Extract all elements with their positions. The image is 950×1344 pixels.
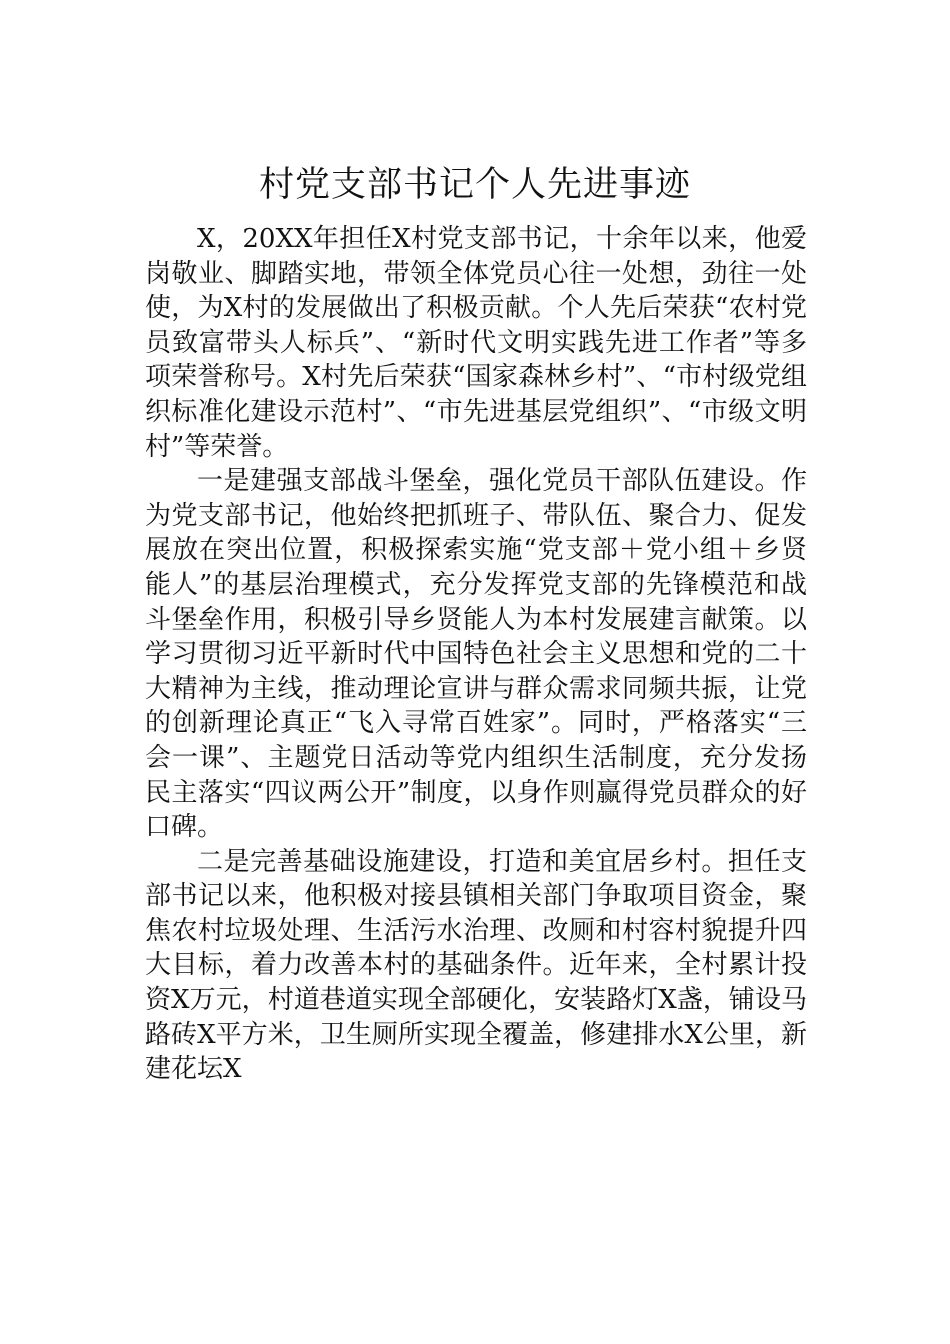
paragraph-infrastructure: 二是完善基础设施建设，打造和美宜居乡村。担任支部书记以来，他积极对接县镇相关部门争取项目资金，聚焦农村垃圾处理、生活污水治理、改厕和村容村貌提升四大目标，着力改善本村的基础条件。近年来，全村累计投资X万元，村道巷道实现全部硬化，安装路灯X盏，铺设马路砖X平方米，卫生厕所实现全覆盖，修建排水X公里，新建花坛X [145,846,807,1085]
document-body [145,222,807,1087]
paragraph-party-building: 一是建强支部战斗堡垒，强化党员干部队伍建设。作为党支部书记，他始终把抓班子、带队伍、聚合力、促发展放在突出位置，积极探索实施“党支部＋党小组＋乡贤能人”的基层治理模式，充分发挥党支部的先锋模范和战斗堡垒作用，积极引导乡贤能人为本村发展建言献策。以学习贯彻习近平新时代中国特色社会主义思想和党的二十大精神为主线，推动理论宣讲与群众需求同频共振，让党的创新理论真正“飞入寻常百姓家”。同时，严格落实“三会一课”、主题党日活动等党内组织生活制度，充分发扬民主落实“四议两公开”制度，以身作则赢得党员群众的好口碑。 [145,466,807,843]
document-title: 村党支部书记个人先进事迹 [258,165,691,205]
paragraph-intro: X，20XX年担任X村党支部书记，十余年以来，他爱岗敬业、脚踏实地，带领全体党员心往一处想，劲往一处使，为X村的发展做出了积极贡献。个人先后荣获“农村党员致富带头人标兵”、“新时代文明实践先进工作者”等多项荣誉称号。X村先后荣获“国家森林乡村”、“市村级党组织标准化建设示范村”、“市先进基层党组织”、“市级文明村”等荣誉。 [145,224,807,462]
